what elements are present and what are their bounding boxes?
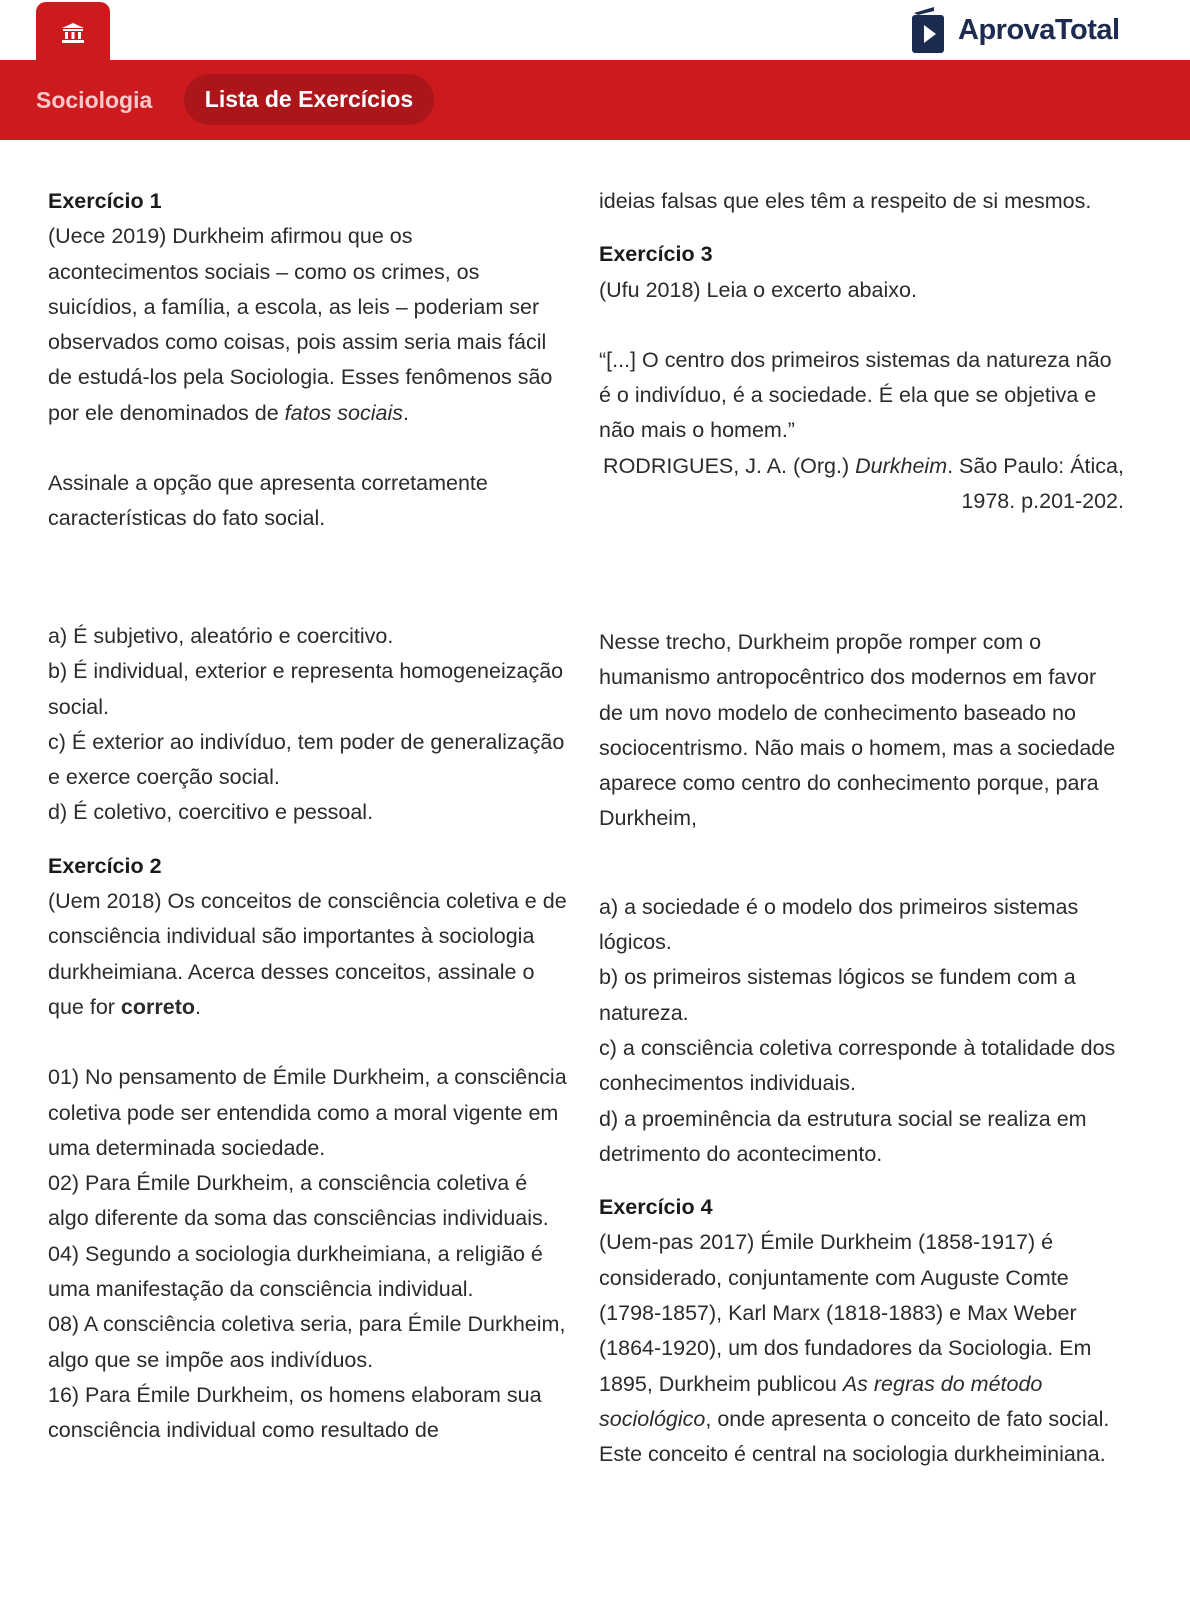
exercise-3-statement: (Ufu 2018) Leia o excerto abaixo.: [599, 277, 917, 302]
exercise-1-option-b: b) É individual, exterior e representa homogeneização social.: [48, 659, 564, 719]
building-columns-icon: [61, 22, 85, 44]
exercise-1-intro: [48, 184, 568, 537]
section-pill[interactable]: Lista de Exercícios: [184, 74, 434, 125]
exercise-1-options: [48, 619, 568, 1449]
book-play-icon: [910, 5, 946, 55]
exercise-2-item-08: 08) A consciência coletiva seria, para Émile Durkheim, algo que se impõe aos indivíduos.: [48, 1312, 566, 1372]
exercise-1-statement: (Uece 2019) Durkheim afirmou que os acontecimentos sociais – como os crimes, os suicídios, a família, a escola, as leis – poderiam ser observados como coisas, pois assim seria mais fácil de estudá-los pela Sociologia. Esses fenômenos são por ele denominados de fatos sociais.: [48, 224, 553, 425]
exercise-2-item-16-continuation: ideias falsas que eles têm a respeito de si mesmos.: [599, 189, 1092, 213]
exercise-2-title: Exercício 2: [48, 853, 162, 878]
exercise-3-option-c: c) a consciência coletiva corresponde à totalidade dos conhecimentos individuais.: [599, 1035, 1116, 1096]
exercise-1-option-a: a) É subjetivo, aleatório e coercitivo.: [48, 624, 394, 648]
exercise-3-option-a: a) a sociedade é o modelo dos primeiros sistemas lógicos.: [599, 894, 1079, 955]
brand-name: AprovaTotal: [958, 13, 1120, 46]
exercise-2-item-01: 01) No pensamento de Émile Durkheim, a consciência coletiva pode ser entendida como a moral vigente em uma determinada sociedade.: [48, 1065, 567, 1160]
exercise-2-item-04: 04) Segundo a sociologia durkheimiana, a religião é uma manifestação da consciência individual.: [48, 1241, 543, 1302]
exercise-4-statement: (Uem-pas 2017) Émile Durkheim (1858-1917) é considerado, conjuntamente com Auguste Comte (1798-1857), Karl Marx (1818-1883) e Max Weber (1864-1920), um dos fundadores da Sociologia. Em 1895, Durkheim publicou As regras do método sociológico, onde apresenta o conceito de fato social. Este conceito é central na sociologia durkheiminiana.: [599, 1230, 1110, 1467]
exercise-4-title: Exercício 4: [599, 1195, 713, 1220]
exercise-3-option-b: b) os primeiros sistemas lógicos se fundem com a natureza.: [599, 965, 1076, 1025]
header-bar: [0, 60, 1190, 140]
breadcrumb-subject[interactable]: Sociologia: [36, 87, 153, 113]
exercise-2-item-16: 16) Para Émile Durkheim, os homens elaboram sua consciência individual como resultado de: [48, 1382, 542, 1443]
exercise-3-quote: “[...] O centro dos primeiros sistemas da natureza não é o indivíduo, é a sociedade. É ela que se objetiva e não mais o homem.”: [599, 347, 1112, 443]
exercise-3-body: [599, 625, 1124, 1473]
exercise-3-paragraph: Nesse trecho, Durkheim propõe romper com o humanismo antropocêntrico dos modernos em favor de um novo modelo de conhecimento baseado no sociocentrismo. Não mais o homem, mas a sociedade aparece como centro do conhecimento porque, para Durkheim,: [599, 630, 1116, 831]
exercise-3-source: RODRIGUES, J. A. (Org.) Durkheim. São Paulo: Ática, 1978. p.201-202.: [603, 453, 1124, 514]
exercise-2-statement: (Uem 2018) Os conceitos de consciência coletiva e de consciência individual são importantes à sociologia durkheimiana. Acerca desses conceitos, assinale o que for correto.: [48, 889, 567, 1019]
exercise-3-title: Exercício 3: [599, 242, 713, 267]
exercise-3-option-d: d) a proeminência da estrutura social se realiza em detrimento do acontecimento.: [599, 1106, 1087, 1166]
brand-logo[interactable]: [910, 4, 1120, 56]
exercise-1-title: Exercício 1: [48, 189, 162, 213]
exercise-2-item-02: 02) Para Émile Durkheim, a consciência coletiva é algo diferente da soma das consciências individuais.: [48, 1171, 549, 1231]
home-tab[interactable]: [36, 2, 110, 64]
exercise-1-option-c: c) É exterior ao indivíduo, tem poder de generalização e exerce coerção social.: [48, 729, 565, 790]
exercise-2-continuation-block: [599, 184, 1124, 519]
exercise-1-option-d: d) É coletivo, coercitivo e pessoal.: [48, 800, 374, 825]
exercise-1-prompt: Assinale a opção que apresenta corretamente características do fato social.: [48, 471, 488, 531]
